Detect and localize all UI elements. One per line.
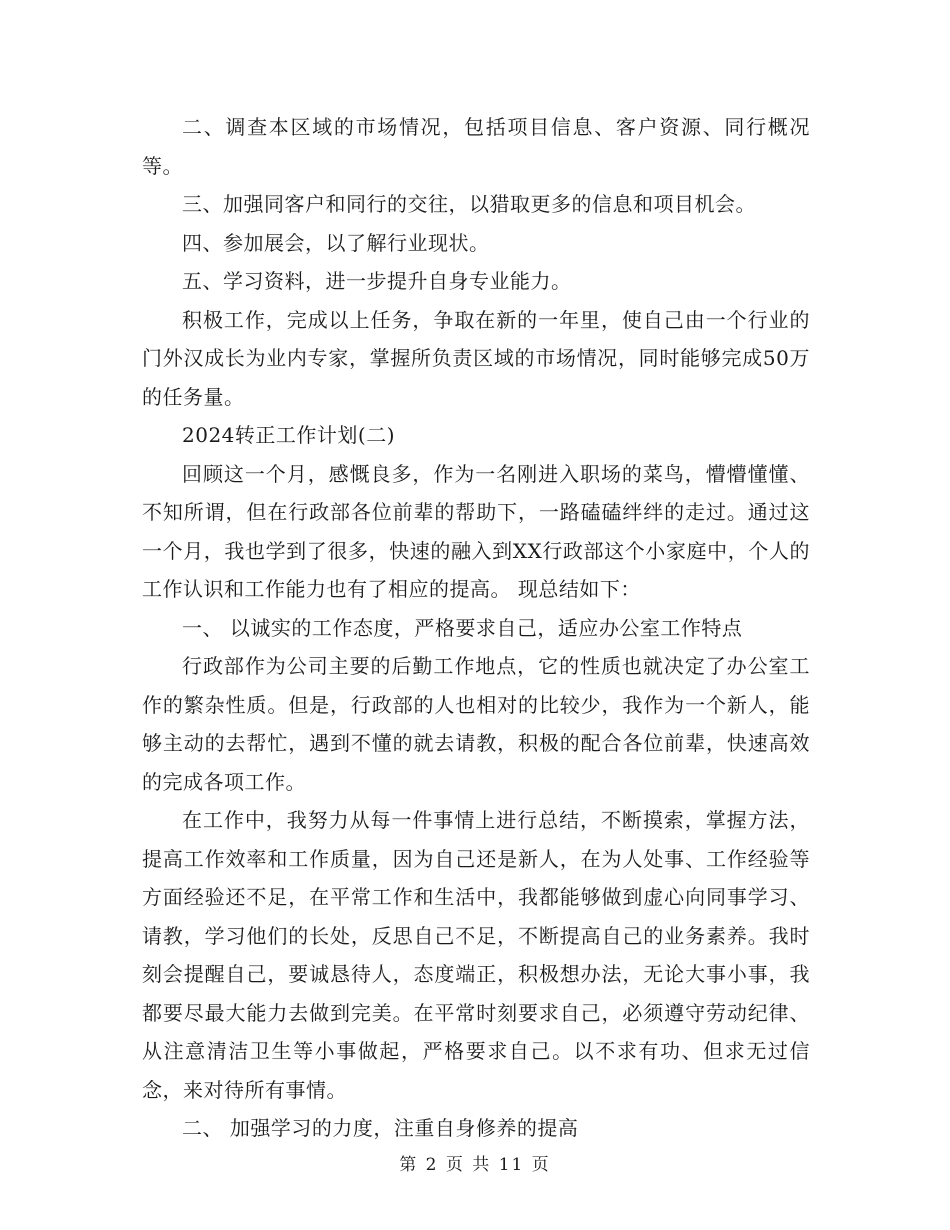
heading-point-2: 二、 加强学习的力度，注重自身修养的提高: [182, 1116, 579, 1140]
paragraph-item-3-networking: 三、加强同客户和同行的交往，以猎取更多的信息和项目机会。: [182, 192, 756, 216]
document-body: [142, 108, 810, 1148]
page-footer: 第 2 页 共 11 页: [399, 1155, 551, 1175]
paragraph-item-2-survey: 二、调查本区域的市场情况，包括项目信息、客户资源、同行概况等。: [142, 115, 810, 178]
paragraph-item-4-exhibition: 四、参加展会，以了解行业现状。: [182, 230, 490, 255]
paragraph-item-5-study: 五、学习资料，进一步提升自身专业能力。: [182, 269, 572, 293]
paragraph-work-summary: 在工作中，我努力从每一件事情上进行总结，不断摸索，掌握方法，提高工作效率和工作质量，因为自己还是新人，在为人处事、工作经验等方面经验还不足，在平常工作和生活中，我都能够做到虚心向同事学习、请教，学习他们的长处，反思自己不足，不断提高自己的业务素养。我时刻会提醒自己，要诚恳待人，态度端正，积极想办法，无论大事小事，我都要尽最大能力去做到完美。在平常时刻要求自己，必须遵守劳动纪律、从注意清洁卫生等小事做起，严格要求自己。以不求有功、但求无过信念，来对待所有事情。: [142, 808, 810, 1102]
heading-point-1: 一、 以诚实的工作态度，严格要求自己，适应办公室工作特点: [182, 615, 743, 640]
paragraph-review: 回顾这一个月，感慨良多，作为一名刚进入职场的菜鸟，懵懵懂懂、不知所谓，但在行政部各位前辈的帮助下，一路磕磕绊绊的走过。通过这一个月，我也学到了很多，快速的融入到XX行政部这个小家庭中，个人的工作认识和工作能力也有了相应的提高。 现总结如下：: [142, 461, 810, 601]
paragraph-goal: 积极工作，完成以上任务，争取在新的一年里，使自己由一个行业的门外汉成长为业内专家，掌握所负责区域的市场情况，同时能够完成50万的任务量。: [142, 307, 810, 409]
section-title: 2024转正工作计划(二): [182, 423, 396, 447]
paragraph-admin-dept: 行政部作为公司主要的后勤工作地点，它的性质也就决定了办公室工作的繁杂性质。但是，行政部的人也相对的比较少，我作为一个新人，能够主动的去帮忙，遇到不懂的就去请教，积极的配合各位前辈，快速高效的完成各项工作。: [142, 654, 810, 794]
